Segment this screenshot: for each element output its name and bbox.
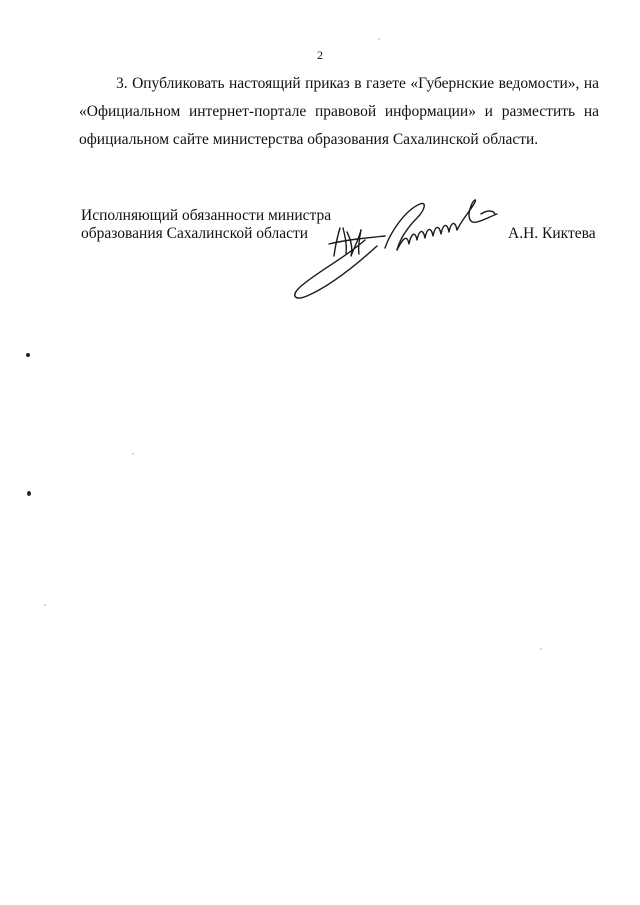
scan-dust <box>378 38 380 40</box>
scan-dust <box>540 648 542 650</box>
paragraph-text: 3. Опубликовать настоящий приказ в газете «Губернские ведомости», на «Официальном интернет-портале правовой информации» и разместить на официальном сайте министерства образования Сахалинской области. <box>79 75 599 148</box>
scan-dust <box>132 453 134 455</box>
signature-block <box>0 0 640 320</box>
signer-position-line-1: Исполняющий обязанности министра <box>81 207 332 224</box>
page-number: 2 <box>317 48 323 62</box>
scan-speck <box>27 491 31 496</box>
scan-speck <box>26 353 30 357</box>
handwritten-signature <box>285 188 510 308</box>
scan-dust <box>44 604 46 606</box>
signer-position-line-2: образования Сахалинской области <box>81 225 309 242</box>
signer-name: А.Н. Киктева <box>508 225 596 242</box>
